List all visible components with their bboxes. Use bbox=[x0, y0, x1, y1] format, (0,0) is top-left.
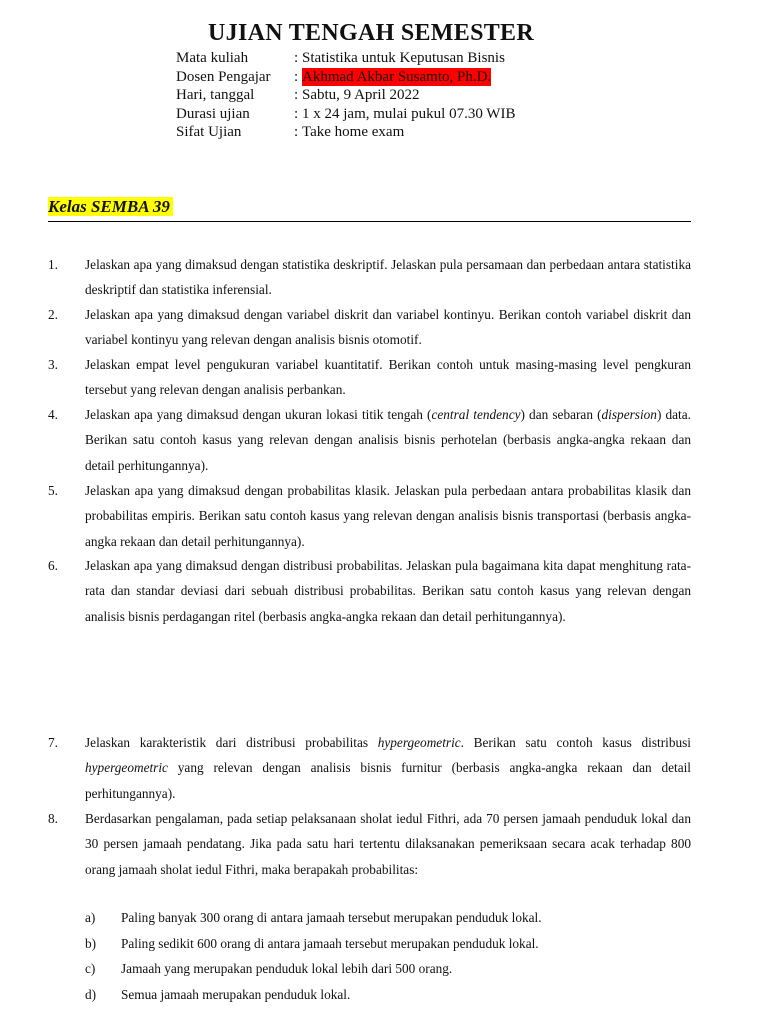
sub-question-label: d) bbox=[85, 987, 97, 1002]
term-italic: dispersion bbox=[601, 407, 657, 422]
question-number: 8. bbox=[48, 811, 58, 826]
question-item bbox=[48, 478, 691, 554]
class-heading-label: Kelas SEMBA 39 bbox=[48, 197, 173, 216]
info-label: Sifat Ujian bbox=[176, 124, 242, 141]
text-run: Jelaskan empat level pengukuran variabel kuantitatif. Berikan contoh untuk masing-masing level pengkuran tersebut yang relevan dengan analisis perbankan. bbox=[85, 357, 691, 398]
info-row-course bbox=[176, 49, 515, 68]
question-item bbox=[48, 806, 691, 882]
question-number: 6. bbox=[48, 558, 58, 573]
sub-question bbox=[85, 956, 452, 981]
term-italic: hypergeometric bbox=[377, 735, 461, 750]
class-heading bbox=[48, 197, 691, 222]
question-item bbox=[48, 352, 691, 403]
question-number: 1. bbox=[48, 257, 58, 272]
question-item bbox=[48, 252, 691, 303]
question-number: 4. bbox=[48, 407, 58, 422]
question-text bbox=[85, 402, 691, 478]
question-text bbox=[85, 730, 691, 806]
text-run: yang relevan dengan analisis bisnis furnitur (berbasis angka-angka rekaan dan detail perhitungannya). bbox=[85, 760, 691, 801]
sub-question bbox=[85, 905, 542, 930]
info-value: Sabtu, 9 April 2022 bbox=[302, 87, 420, 104]
sub-question-label: b) bbox=[85, 936, 97, 951]
exam-title: UJIAN TENGAH SEMESTER bbox=[208, 20, 534, 46]
info-separator: : bbox=[294, 105, 299, 122]
info-row-lecturer bbox=[176, 68, 515, 87]
text-run: Jelaskan apa yang dimaksud dengan variabel diskrit dan variabel kontinyu. Berikan contoh variabel diskrit dan variabel kontinyu yang relevan dengan analisis bisnis otomotif. bbox=[85, 307, 691, 348]
info-separator: : bbox=[294, 124, 299, 141]
question-item bbox=[48, 302, 691, 353]
info-label: Mata kuliah bbox=[176, 50, 249, 66]
sub-question-text: Paling banyak 300 orang di antara jamaah tersebut merupakan penduduk lokal. bbox=[121, 910, 542, 925]
info-label: Hari, tanggal bbox=[176, 87, 255, 104]
info-label: Durasi ujian bbox=[176, 105, 250, 122]
text-run: Jelaskan apa yang dimaksud dengan distribusi probabilitas. Jelaskan pula bagaimana kita dapat menghitung rata-rata dan standar deviasi dari sebuah distribusi probabilitas. Berikan satu contoh kasus yang relevan dengan analisis bisnis perdagangan ritel (berbasis angka-angka rekaan dan detail perhitungannya). bbox=[85, 558, 691, 624]
question-text bbox=[85, 352, 691, 403]
info-separator: : bbox=[294, 68, 299, 85]
sub-question-text: Semua jamaah merupakan penduduk lokal. bbox=[121, 987, 351, 1002]
question-number: 5. bbox=[48, 483, 58, 498]
sub-question-label: c) bbox=[85, 961, 96, 976]
text-run: Jelaskan apa yang dimaksud dengan probabilitas klasik. Jelaskan pula perbedaan antara probabilitas klasik dan probabilitas empiris. Berikan satu contoh kasus yang relevan dengan analisis bisnis transportasi (berbasis angka-angka rekaan dan detail perhitungannya). bbox=[85, 483, 691, 549]
info-separator: : bbox=[294, 50, 299, 66]
info-row-date bbox=[176, 86, 515, 105]
text-run: ) data. Berikan satu contoh kasus yang relevan dengan analisis bisnis perhotelan (berbasis angka-angka rekaan dan detail perhitungannya). bbox=[85, 407, 691, 473]
question-item bbox=[48, 402, 691, 478]
sub-question bbox=[85, 982, 350, 1007]
info-value: Statistika untuk Keputusan Bisnis bbox=[302, 50, 505, 66]
text-run: Jelaskan karakteristik dari distribusi probabilitas bbox=[85, 735, 378, 750]
question-text bbox=[85, 302, 691, 353]
question-text bbox=[85, 553, 691, 629]
info-label: Dosen Pengajar bbox=[176, 68, 271, 85]
text-run: Jelaskan apa yang dimaksud dengan ukuran lokasi titik tengah ( bbox=[85, 407, 432, 422]
term-italic: hypergeometric bbox=[85, 760, 168, 776]
text-run: ) dan sebaran ( bbox=[520, 407, 602, 422]
info-separator: : bbox=[294, 87, 299, 104]
question-number: 2. bbox=[48, 307, 58, 322]
info-row-nature bbox=[176, 123, 515, 142]
question-item bbox=[48, 553, 691, 629]
question-number: 7. bbox=[48, 735, 58, 750]
text-run: . Berikan satu contoh kasus distribusi bbox=[460, 735, 691, 750]
info-value-highlighted: Akhmad Akbar Susamto, Ph.D. bbox=[302, 68, 492, 85]
term-italic: central tendency bbox=[431, 407, 521, 422]
exam-info bbox=[176, 49, 515, 142]
text-run: Berdasarkan pengalaman, pada setiap pelaksanaan sholat iedul Fithri, ada 70 persen jamaah penduduk lokal dan 30 persen jamaah pendatang. Jika pada satu hari tertentu dilaksanakan pemeriksaan secara acak terhadap 800 orang jamaah sholat iedul Fithri, maka berapakah probabilitas: bbox=[85, 811, 691, 877]
question-text bbox=[85, 252, 691, 303]
question-text bbox=[85, 478, 691, 554]
question-item bbox=[48, 730, 691, 806]
question-number: 3. bbox=[48, 357, 58, 372]
info-value: 1 x 24 jam, mulai pukul 07.30 WIB bbox=[302, 105, 516, 122]
sub-question-label: a) bbox=[85, 910, 96, 925]
sub-question-text: Jamaah yang merupakan penduduk lokal lebih dari 500 orang. bbox=[121, 961, 453, 976]
info-row-duration bbox=[176, 105, 515, 124]
question-text bbox=[85, 806, 691, 882]
text-run: Jelaskan apa yang dimaksud dengan statistika deskriptif. Jelaskan pula persamaan dan perbedaan antara statistika deskriptif dan statistika inferensial. bbox=[85, 257, 691, 298]
sub-question bbox=[85, 931, 539, 956]
info-value: Take home exam bbox=[302, 124, 405, 141]
sub-question-text: Paling sedikit 600 orang di antara jamaah tersebut merupakan penduduk lokal. bbox=[121, 936, 539, 951]
